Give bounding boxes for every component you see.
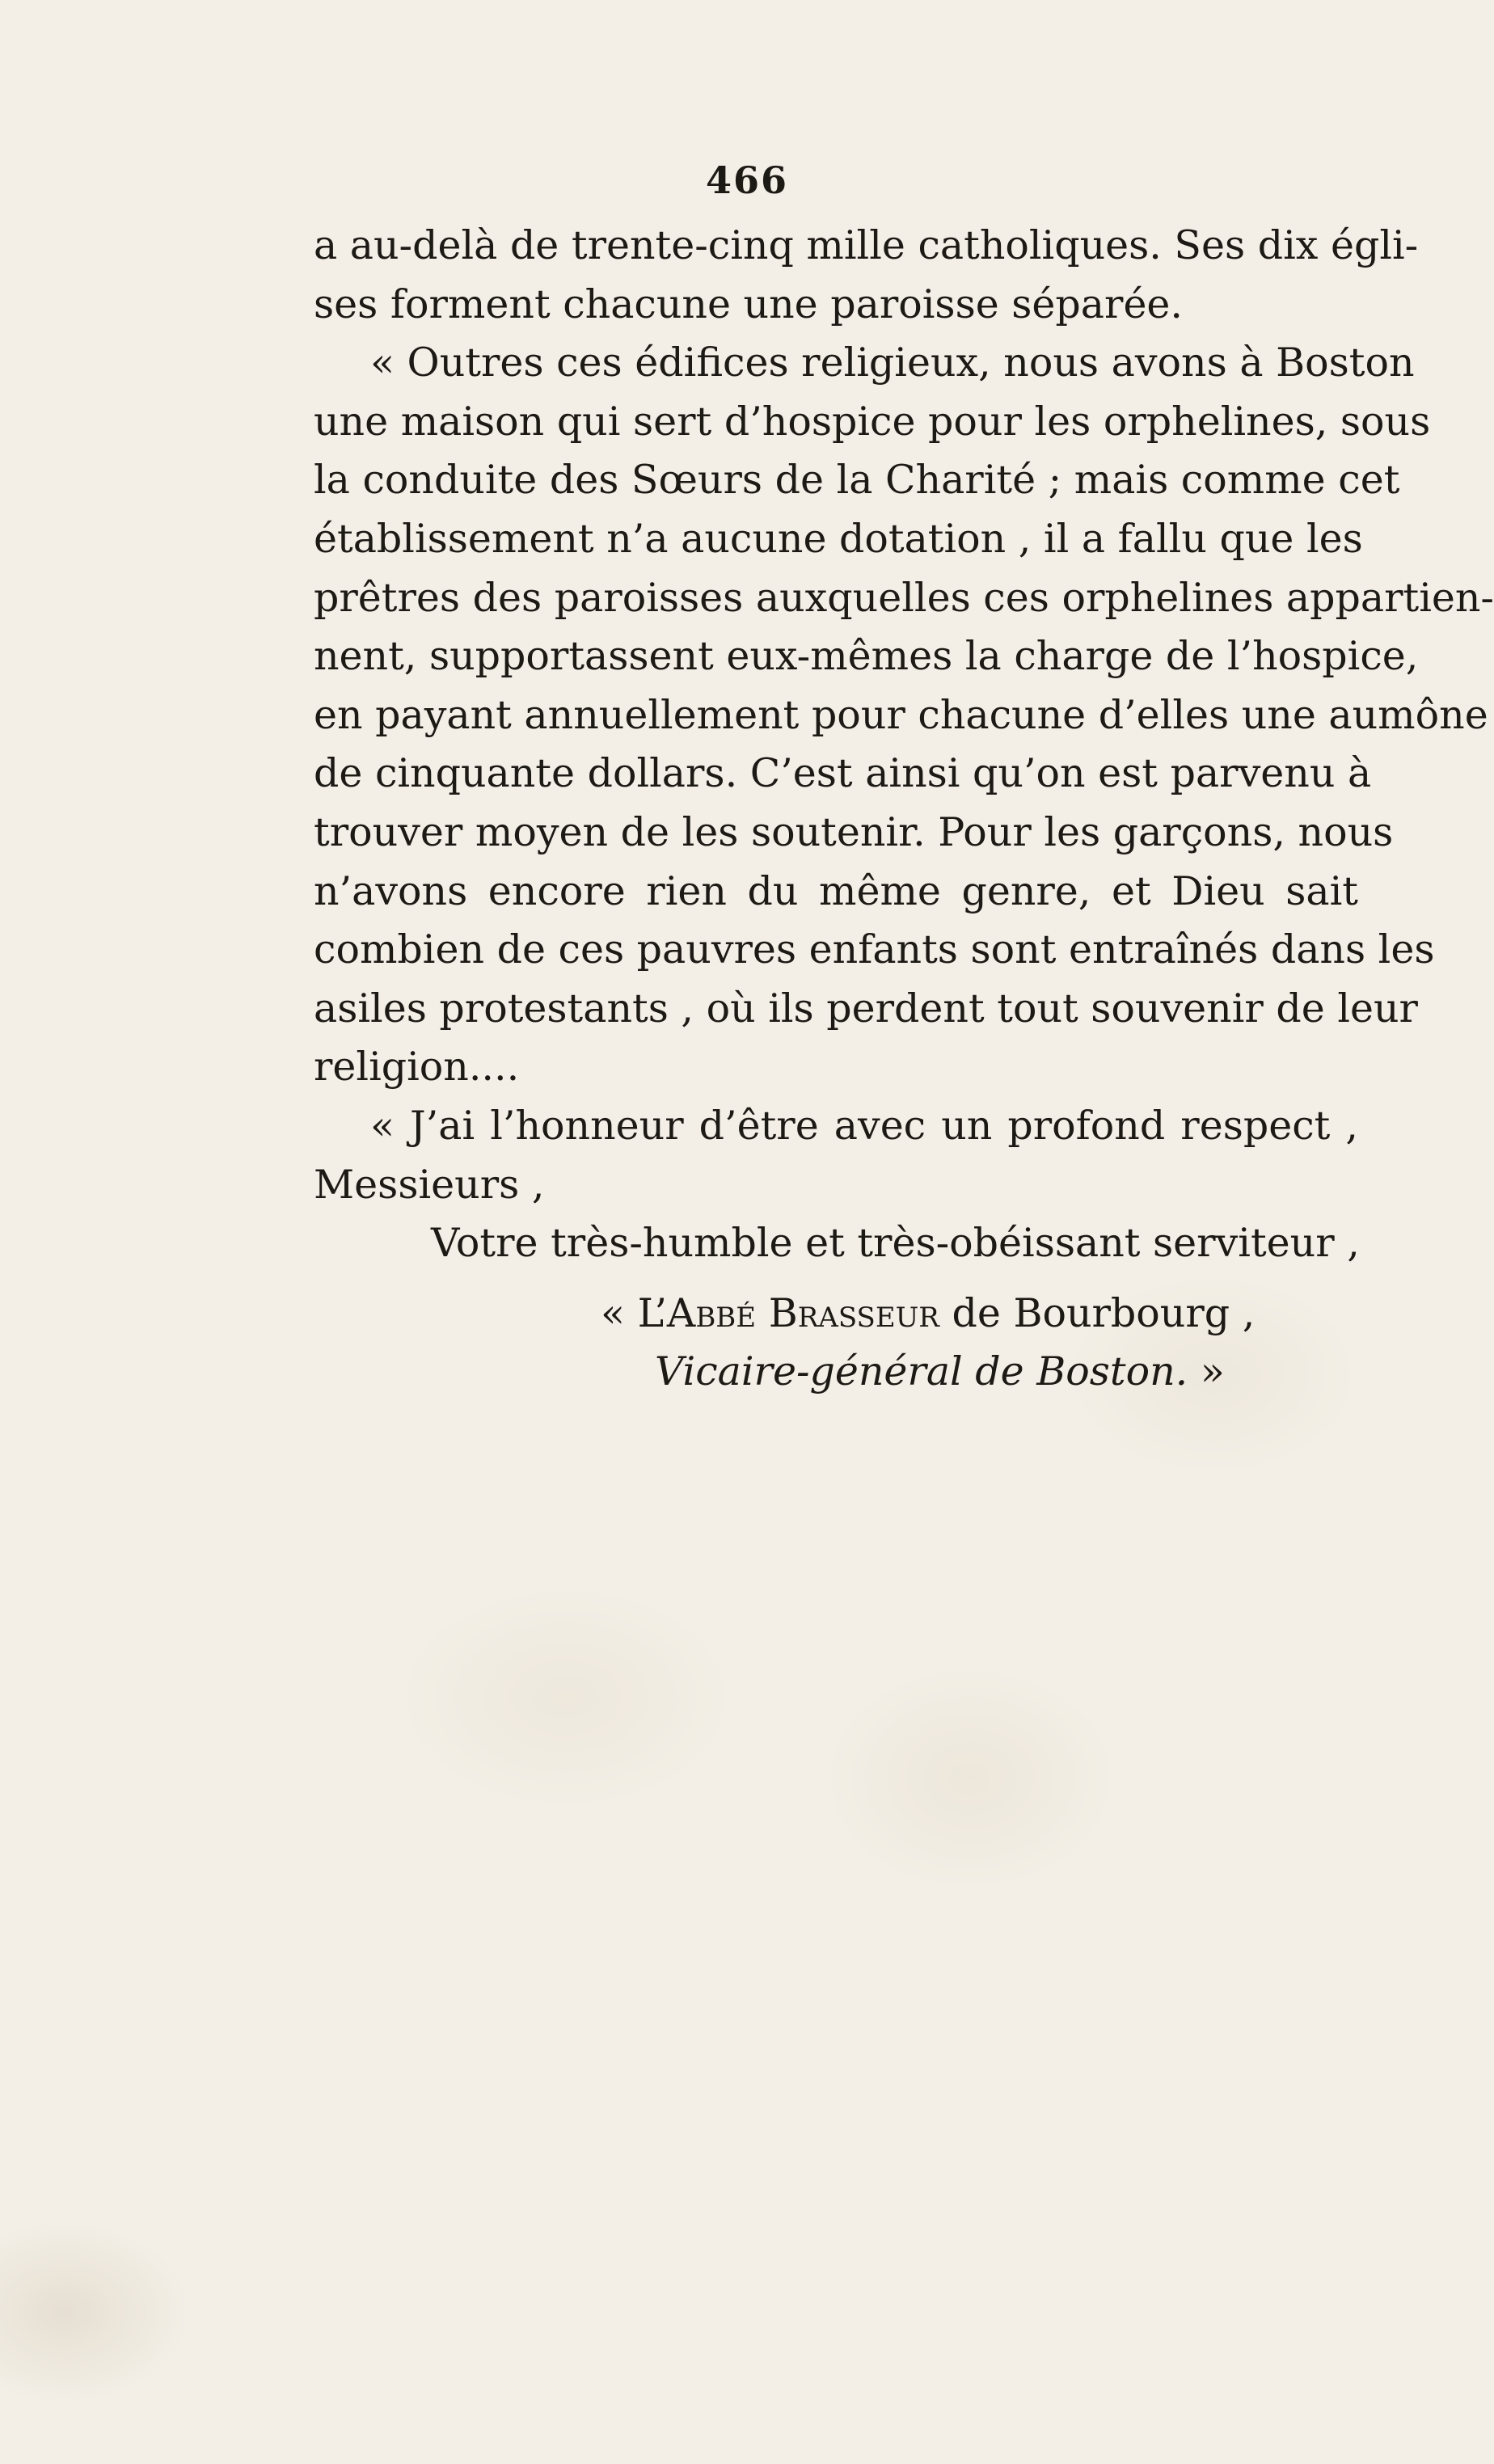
open-quote: « <box>601 1289 625 1336</box>
text-line: trouver moyen de les soutenir. Pour les garçons, nous <box>314 808 1394 855</box>
text-line: « Outres ces édifices religieux, nous avons à Boston <box>370 340 1415 386</box>
text-line: ses forment chacune une paroisse séparée. <box>314 281 1184 327</box>
text-line: la conduite des Sœurs de la Charité ; mais comme cet <box>314 457 1400 504</box>
text-line: « J’ai l’honneur d’être avec un profond respect , <box>370 1102 1358 1149</box>
text-line: de cinquante dollars. C’est ainsi qu’on est parvenu à <box>314 750 1372 797</box>
signature-prefix: L’Abbé <box>637 1289 757 1336</box>
signature-surname: Brasseur <box>768 1289 939 1336</box>
signature-title <box>314 1343 1358 1401</box>
text-line: nent, supportassent eux-mêmes la charge de l’hospice, <box>314 633 1419 680</box>
text-line: une maison qui sert d’hospice pour les orphelines, sous <box>314 398 1431 445</box>
signature-title-text: Vicaire-général de Boston. <box>655 1348 1188 1394</box>
close-quote: » <box>1200 1348 1225 1394</box>
text-line: asiles protestants , où ils perdent tout souvenir de leur <box>314 985 1418 1032</box>
closing-line: Votre très-humble et très-obéissant serviteur , <box>431 1220 1360 1267</box>
text-line: combien de ces pauvres enfants sont entraînés dans les <box>314 926 1435 973</box>
text-line: Messieurs , <box>314 1161 545 1208</box>
text-line: n’avons encore rien du même genre, et Dieu sait <box>314 867 1358 914</box>
body-text <box>314 217 1494 1401</box>
text-line: prêtres des paroisses auxquelles ces orphelines appartien- <box>314 574 1494 621</box>
text-line: en payant annuellement pour chacune d’elles une aumône <box>314 691 1488 738</box>
signature-suffix: de Bourbourg , <box>952 1289 1256 1336</box>
text-line: a au-delà de trente-cinq mille catholiques. Ses dix égli- <box>314 222 1419 268</box>
text-line: religion.... <box>314 1044 520 1091</box>
signature-name <box>314 1285 1358 1343</box>
text-line: établissement n’a aucune dotation , il a fallu que les <box>314 515 1363 562</box>
page-number: 466 <box>705 158 789 202</box>
